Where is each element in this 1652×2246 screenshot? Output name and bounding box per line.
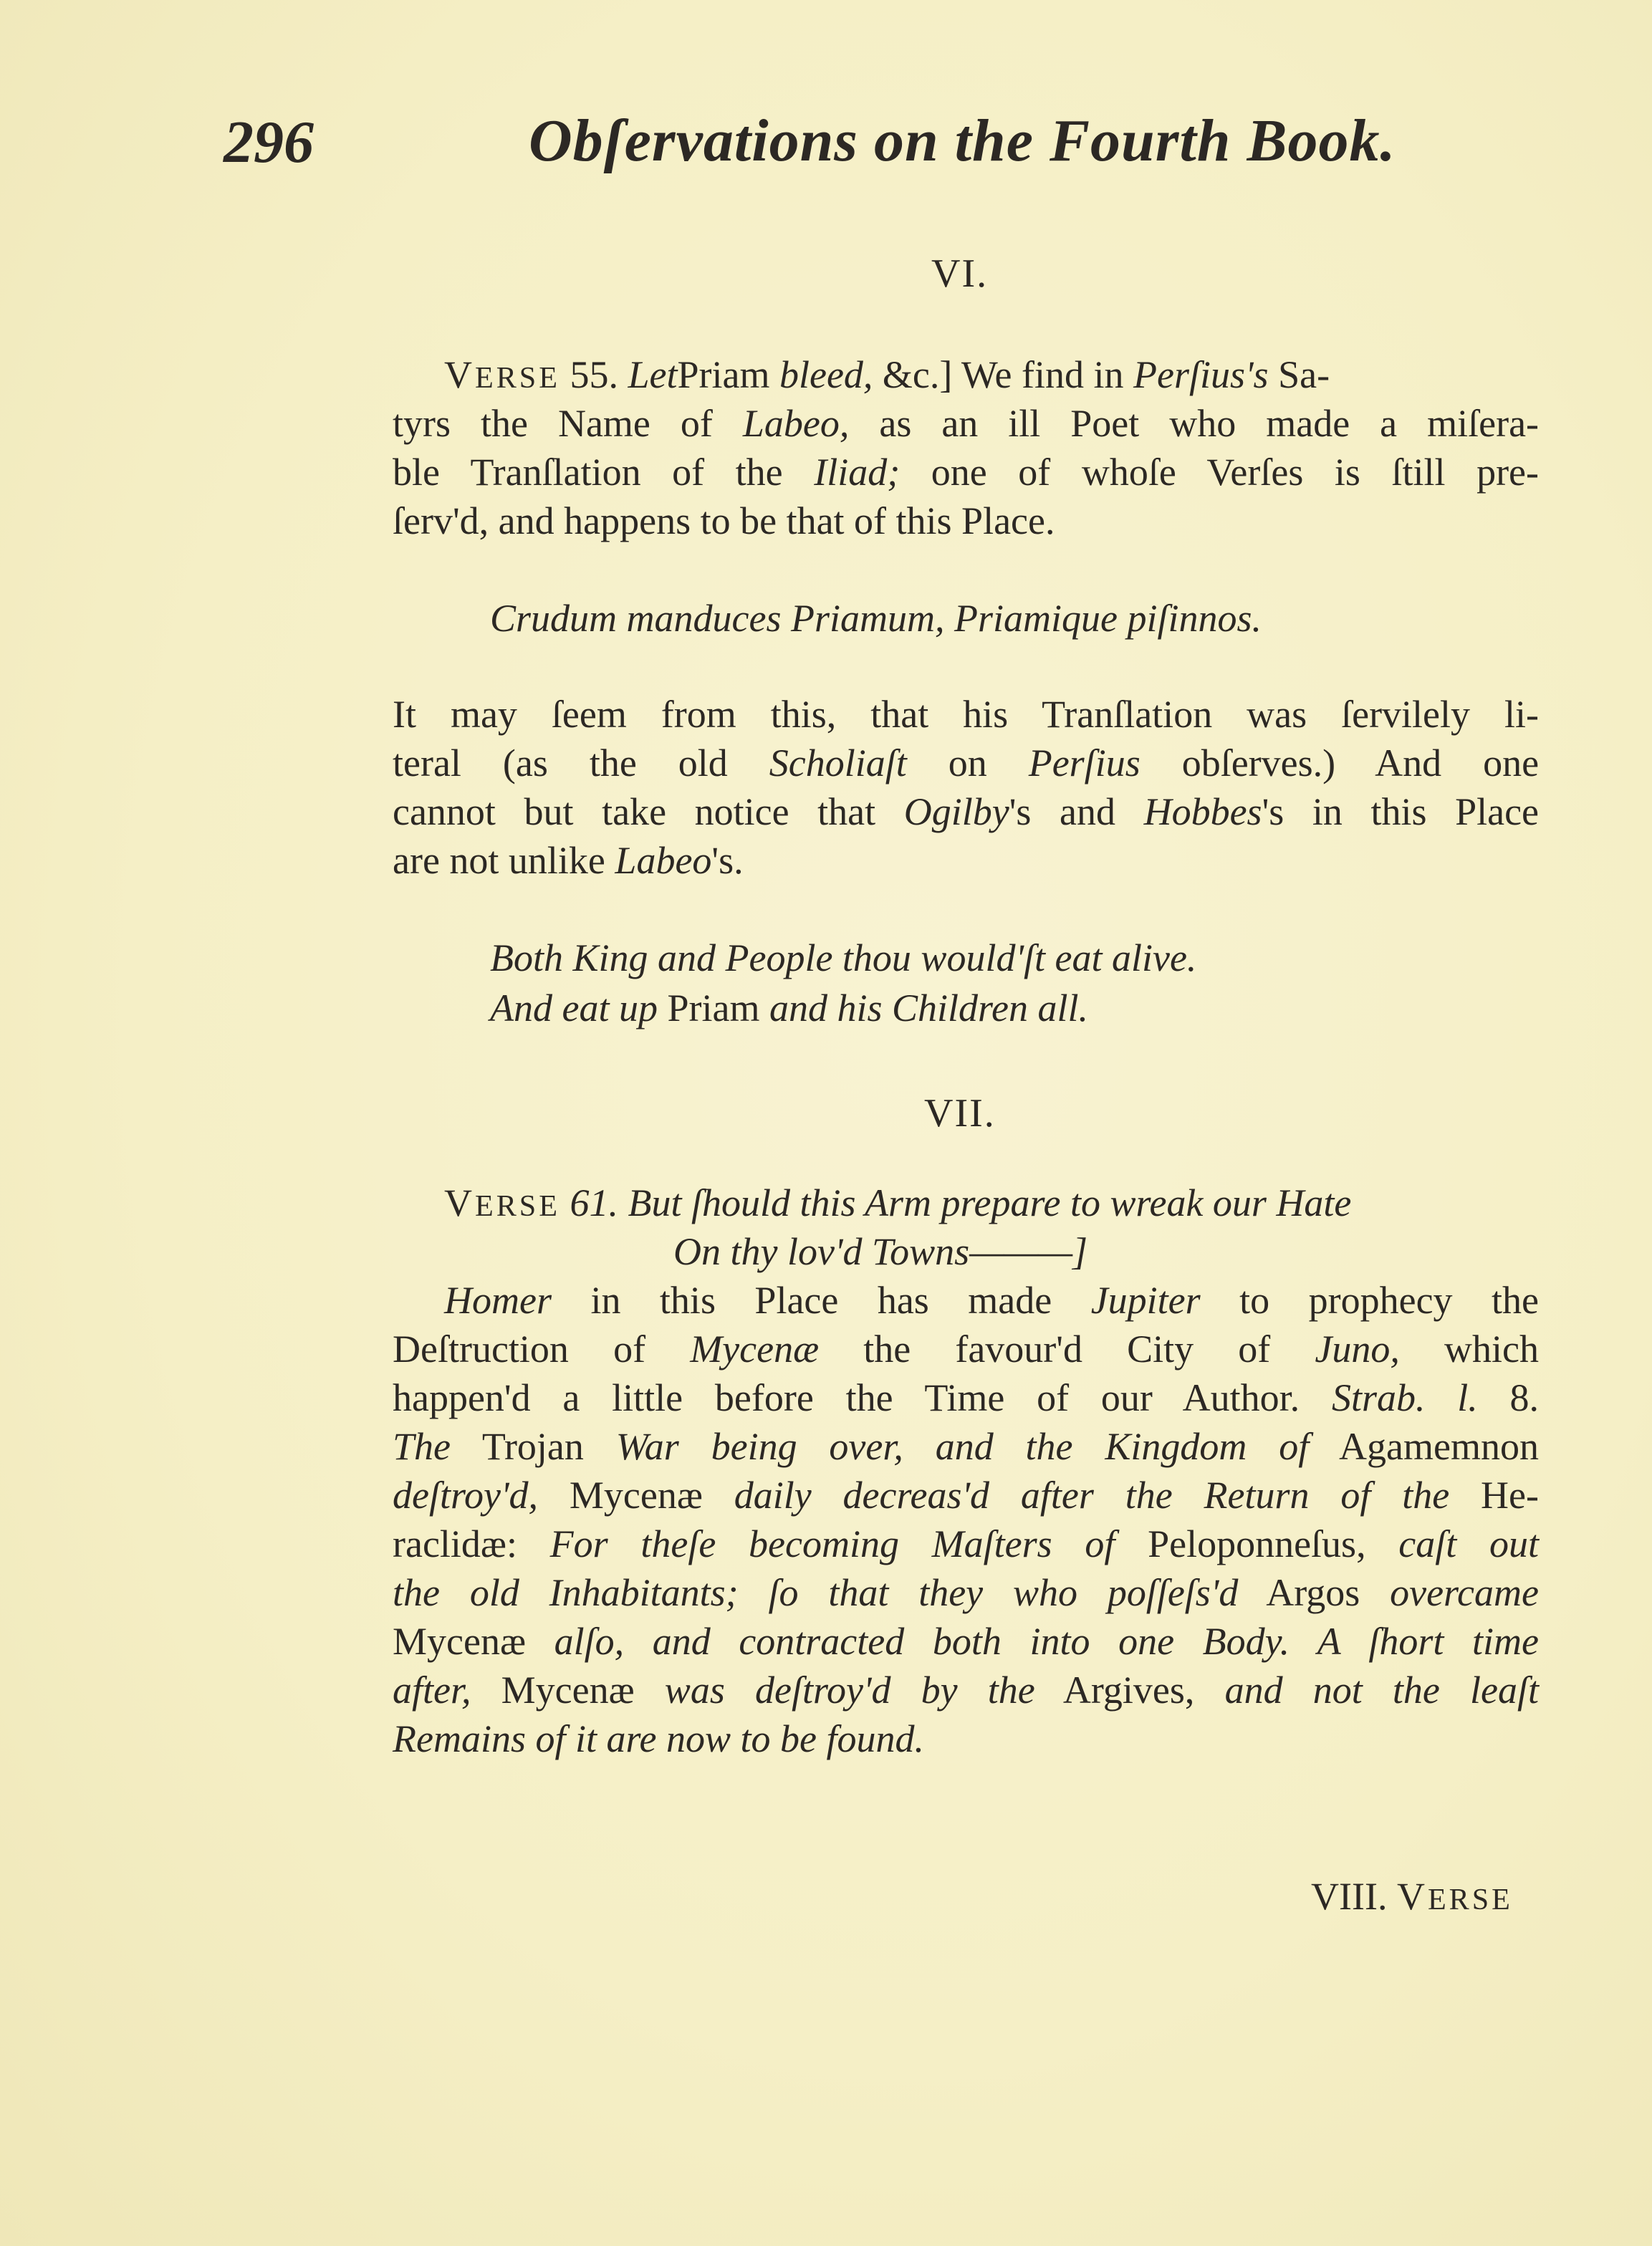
catchword: VIII. VERSE <box>1311 1875 1513 1918</box>
sec7-line-10: Remains of it are now to be found. <box>393 1717 924 1760</box>
section-heading-vi: VI. <box>931 251 989 296</box>
verse-61-lemma-line-1: VERSE 61. But ſhould this Arm prepare to wreak our Hate <box>444 1181 1352 1224</box>
latin-quotation: Crudum manduces Priamum, Priamique piſinnos. <box>490 597 1262 640</box>
sec7-line-1: Homer in this Place has made Jupiter to prophecy the <box>444 1279 1539 1322</box>
section-heading-vii: VII. <box>924 1091 996 1136</box>
sec7-line-6: raclidæ: For theſe becoming Maſters of Peloponneſus, caſt out <box>393 1522 1539 1565</box>
sec7-line-8: Mycenæ alſo, and contracted both into one Body. A ſhort time <box>393 1620 1540 1663</box>
running-title: Obſervations on the Fourth Book. <box>529 107 1396 174</box>
para-2-line-3: cannot but take notice that Ogilby's and Hobbes's in this Place <box>393 790 1540 833</box>
sec7-line-2: Deſtruction of Mycenæ the favour'd City of Juno, which <box>393 1328 1539 1371</box>
sec7-line-3: happen'd a little before the Time of our Author. Strab. l. 8. <box>393 1376 1539 1419</box>
page-number: 296 <box>224 109 314 176</box>
verse-label: VERSE <box>444 353 560 396</box>
english-verse-quote-2: And eat up Priam and his Children all. <box>490 987 1088 1030</box>
para-1-line-2: tyrs the Name of Labeo, as an ill Poet who made a miſera- <box>393 402 1540 445</box>
sec7-line-4: The Trojan War being over, and the Kingdom of Agamemnon <box>393 1425 1539 1468</box>
verse-55-lemma: VERSE 55. LetPriam bleed, &c.] We find in Perſius's Sa- <box>444 353 1330 396</box>
english-verse-quote-1: Both King and People thou would'ſt eat alive. <box>490 936 1197 979</box>
verse-61-lemma-line-2: On thy lov'd Towns———] <box>673 1230 1088 1273</box>
para-2-line-1: It may ſeem from this, that his Tranſlation was ſervilely li- <box>393 693 1539 736</box>
sec7-line-5: deſtroy'd, Mycenæ daily decreas'd after the Return of the He- <box>393 1474 1540 1517</box>
para-2-line-2: teral (as the old Scholiaſt on Perſius obſerves.) And one <box>393 742 1540 784</box>
sec7-line-7: the old Inhabitants; ſo that they who poſſeſs'd Argos overcame <box>393 1571 1539 1614</box>
para-2-line-4: are not unlike Labeo's. <box>393 839 744 882</box>
sec7-line-9: after, Mycenæ was deſtroy'd by the Argives, and not the leaſt <box>393 1669 1539 1712</box>
para-1-line-3: ble Tranſlation of the Iliad; one of whoſe Verſes is ſtill pre- <box>393 451 1539 494</box>
para-1-line-4: ſerv'd, and happens to be that of this Place. <box>393 499 1055 542</box>
